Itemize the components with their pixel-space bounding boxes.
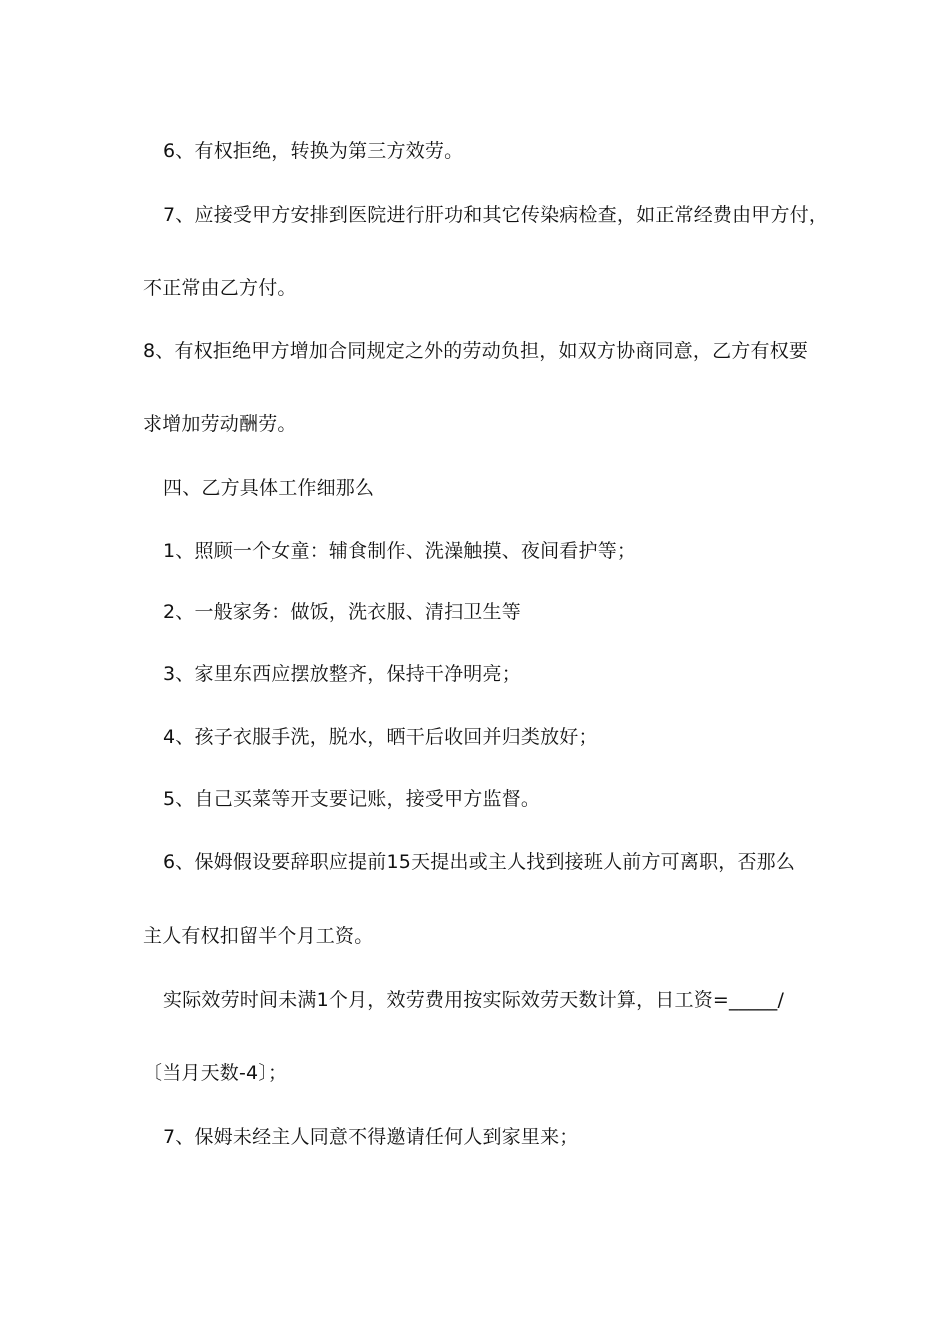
paragraph-daily-wage: 实际效劳时间未满1个月，效劳费用按实际效劳天数计算，日工资=_____/	[163, 989, 785, 1011]
paragraph-duty-laundry: 4、孩子衣服手洗，脱水，晒干后收回并归类放好；	[163, 726, 598, 748]
paragraph-daily-wage-cont: 〔当月天数-4〕；	[143, 1062, 288, 1084]
paragraph-duty-childcare: 1、照顾一个女童：辅食制作、洗澡触摸、夜间看护等；	[163, 540, 637, 562]
paragraph-no-visitors: 7、保姆未经主人同意不得邀请任何人到家里来；	[163, 1126, 579, 1148]
paragraph-health-check: 7、应接受甲方安排到医院进行肝功和其它传染病检查，如正常经费由甲方付，	[163, 204, 829, 226]
paragraph-duty-expenses: 5、自己买菜等开支要记账，接受甲方监督。	[163, 788, 541, 810]
paragraph-health-check-cont: 不正常由乙方付。	[143, 277, 297, 299]
paragraph-extra-labor: 8、有权拒绝甲方增加合同规定之外的劳动负担，如双方协商同意，乙方有权要	[143, 340, 809, 362]
section-heading-duties: 四、乙方具体工作细那么	[163, 477, 375, 499]
paragraph-duty-housework: 2、一般家务：做饭，洗衣服、清扫卫生等	[163, 601, 521, 623]
paragraph-resignation-cont: 主人有权扣留半个月工资。	[143, 925, 374, 947]
paragraph-resignation: 6、保姆假设要辞职应提前15天提出或主人找到接班人前方可离职，否那么	[163, 851, 796, 873]
paragraph-extra-labor-cont: 求增加劳动酬劳。	[143, 413, 297, 435]
paragraph-right-refuse: 6、有权拒绝，转换为第三方效劳。	[163, 140, 464, 162]
paragraph-duty-tidy: 3、家里东西应摆放整齐，保持干净明亮；	[163, 663, 521, 685]
